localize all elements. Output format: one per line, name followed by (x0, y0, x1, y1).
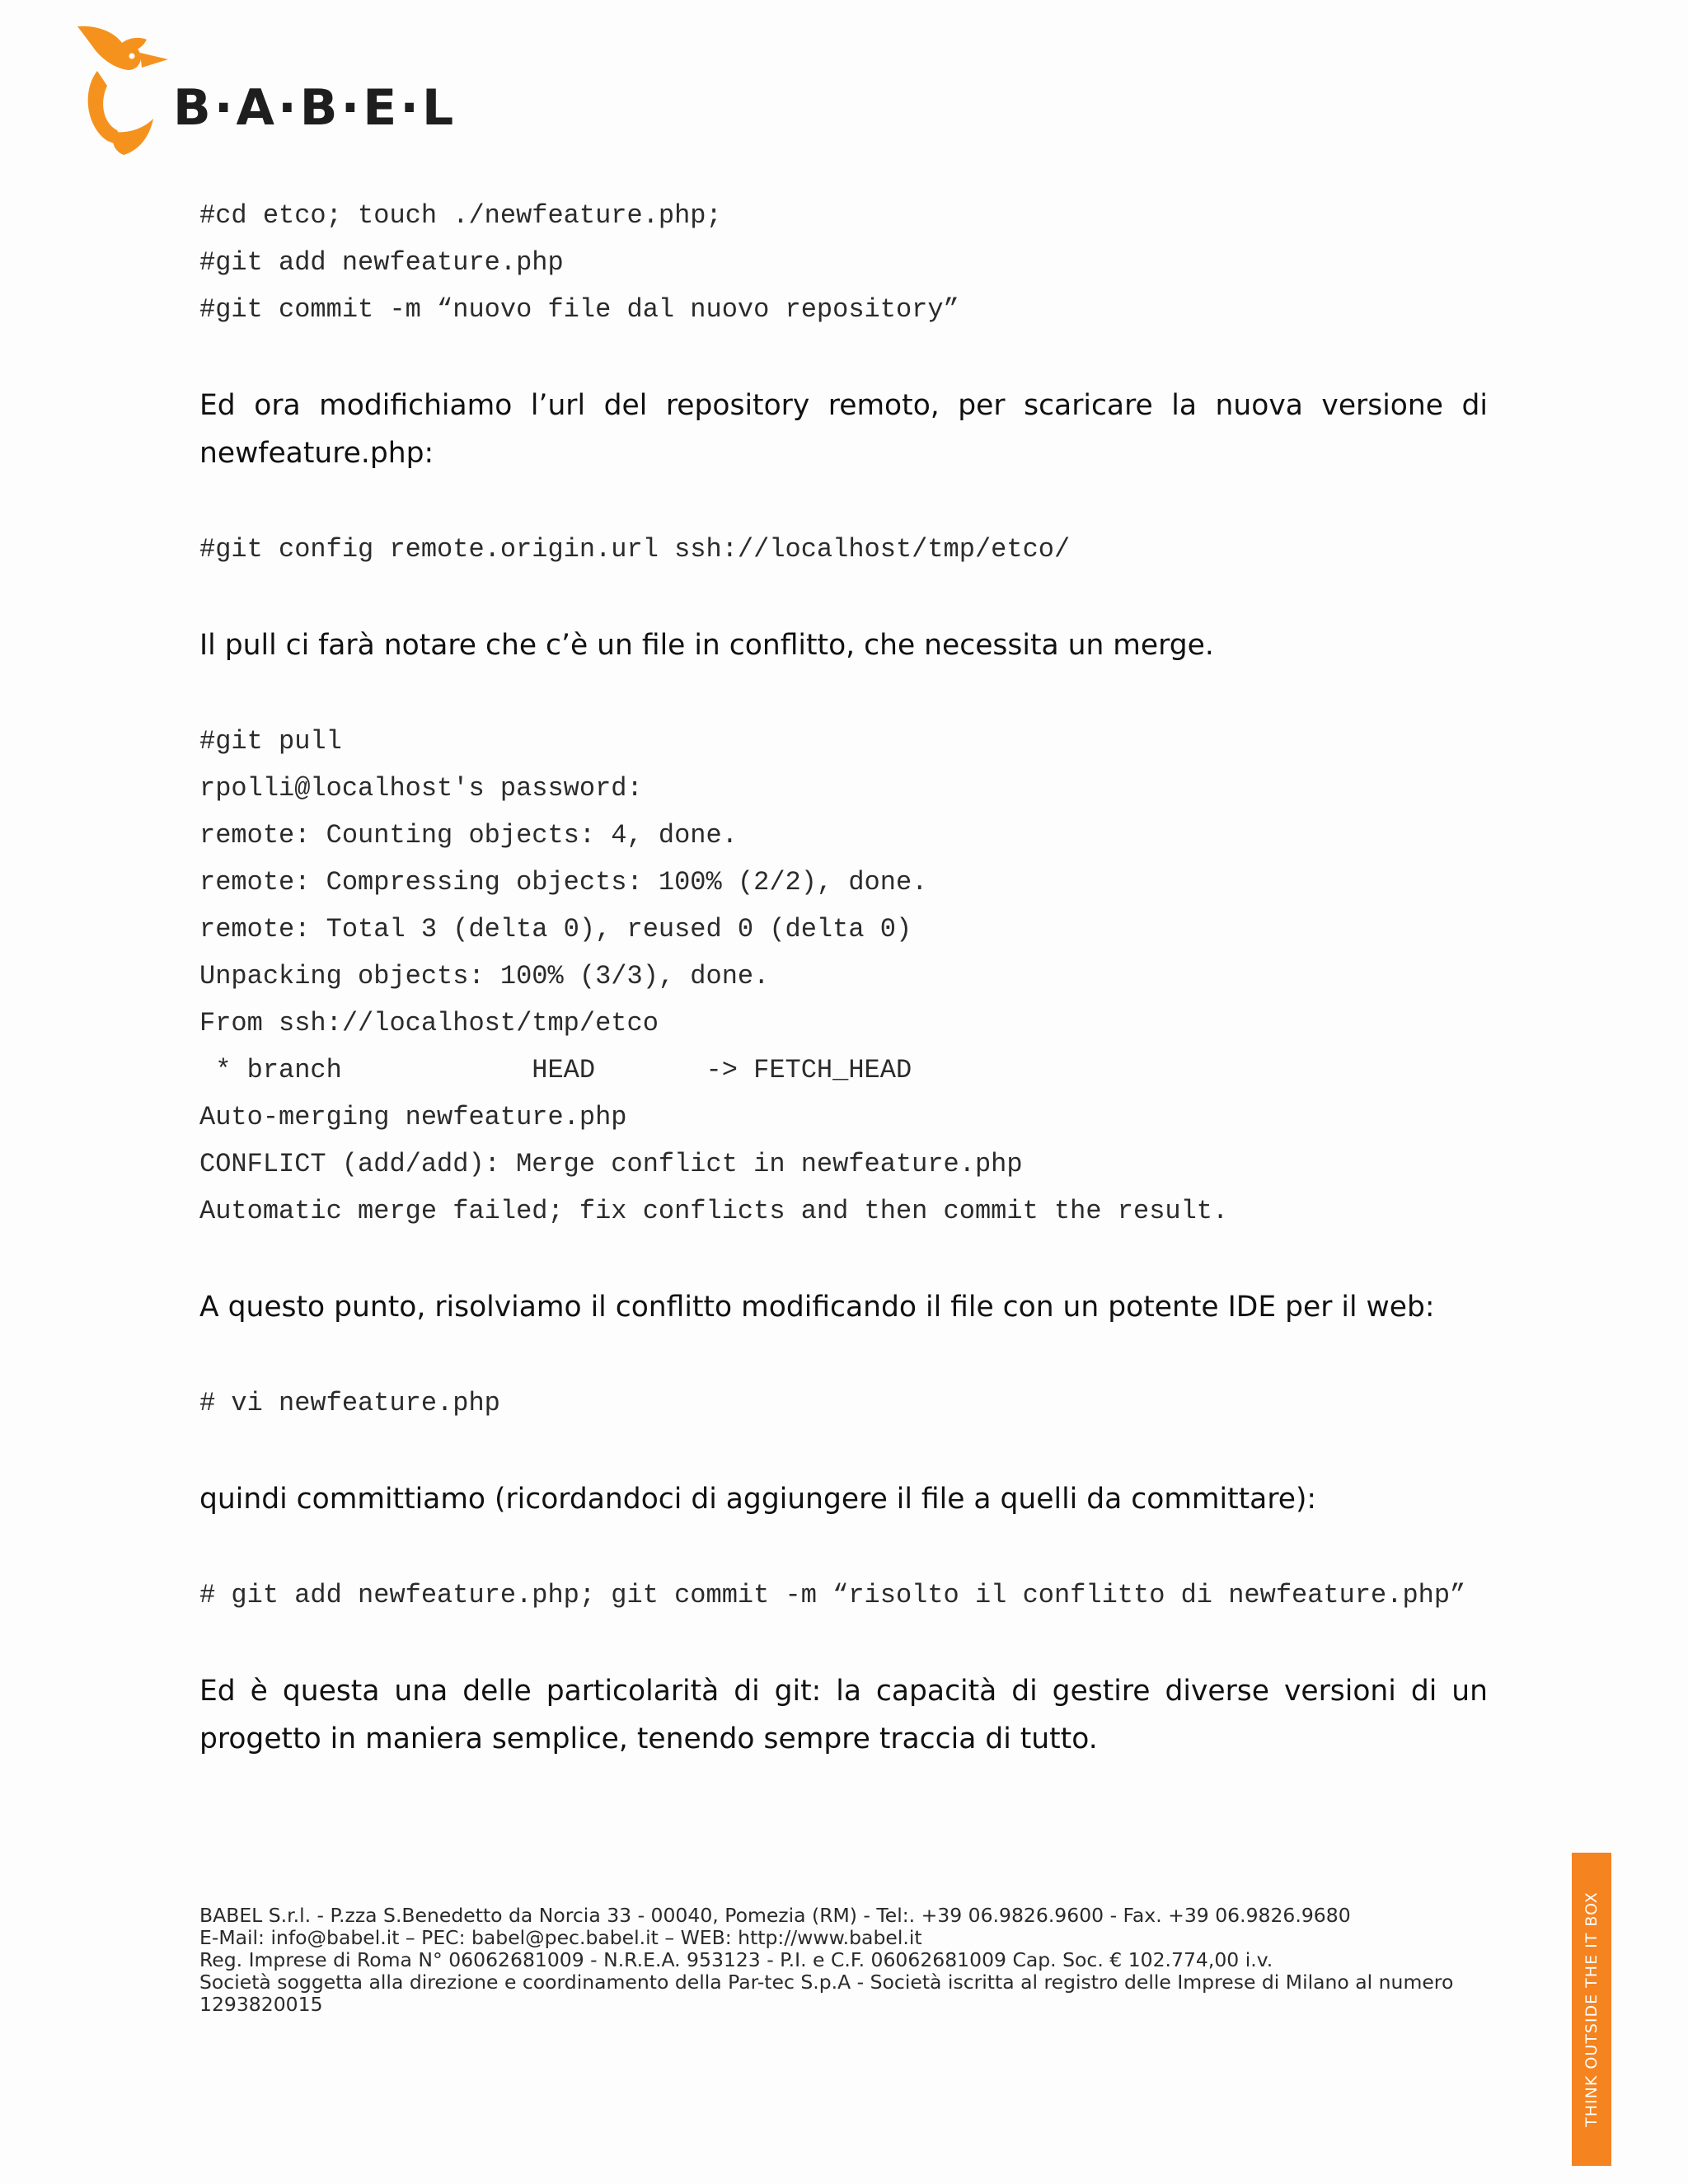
footer-contacts: E-Mail: info@babel.it – PEC: babel@pec.babel.it – WEB: http://www.babel.it (199, 1926, 922, 1949)
code-line: # git add newfeature.php; git commit -m “risolto il conflitto di newfeature.php” (199, 1580, 1466, 1610)
code-line: * branch HEAD -> FETCH_HEAD (199, 1055, 912, 1085)
code-line: #git add newfeature.php (199, 247, 564, 278)
babel-logo (71, 21, 467, 162)
paragraph: Ed è questa una delle particolarità di git: la capacità di gestire diverse versioni di un progetto in maniera semplice, tenendo sempre traccia di tutto. (199, 1675, 1488, 1755)
footer-registry-number: 1293820015 (199, 1993, 323, 2016)
code-line: Auto-merging newfeature.php (199, 1102, 627, 1132)
document-body (199, 192, 1488, 1763)
tagline-bar (1572, 1853, 1611, 2166)
footer-company-info: BABEL S.r.l. - P.zza S.Benedetto da Norcia 33 - 00040, Pomezia (RM) - Tel:. +39 06.9826.9600 - Fax. +39 06.9826.9680 (199, 1904, 1351, 1927)
paragraph: quindi committiamo (ricordandoci di aggiungere il file a quelli da committare): (199, 1483, 1317, 1516)
paragraph: Il pull ci farà notare che c’è un file in conflitto, che necessita un merge. (199, 629, 1214, 662)
code-line: Unpacking objects: 100% (3/3), done. (199, 961, 770, 991)
code-line: #git commit -m “nuovo file dal nuovo repository” (199, 294, 959, 325)
code-line: remote: Total 3 (delta 0), reused 0 (delta 0) (199, 914, 912, 944)
code-block (199, 718, 1488, 1235)
tagline-text: THINK OUTSIDE THE IT BOX (1582, 1891, 1601, 2127)
code-line: CONFLICT (add/add): Merge conflict in newfeature.php (199, 1149, 1023, 1179)
code-line: remote: Compressing objects: 100% (2/2), done. (199, 867, 928, 898)
paragraph: A questo punto, risolviamo il conflitto modificando il file con un potente IDE per il web: (199, 1291, 1435, 1324)
footer-registration: Reg. Imprese di Roma N° 06062681009 - N.R.E.A. 953123 - P.I. e C.F. 06062681009 Cap. Soc. € 102.774,00 i.v. (199, 1948, 1273, 1971)
footer (199, 1905, 1518, 2016)
code-block (199, 192, 1488, 333)
code-line: #cd etco; touch ./newfeature.php; (199, 200, 722, 231)
paragraph: Ed ora modifichiamo l’url del repository remoto, per scaricare la nuova versione di newfeature.php: (199, 389, 1488, 470)
code-line: #git config remote.origin.url ssh://localhost/tmp/etco/ (199, 534, 1071, 565)
code-line: remote: Counting objects: 4, done. (199, 820, 738, 851)
code-line: From ssh://localhost/tmp/etco (199, 1008, 659, 1038)
code-line: Automatic merge failed; fix conflicts and then commit the result. (199, 1196, 1229, 1226)
footer-parent-company: Società soggetta alla direzione e coordinamento della Par-tec S.p.A - Società iscritta al registro delle Imprese di Milano al numero (199, 1971, 1454, 1994)
fish-logo-icon (71, 21, 178, 162)
code-line: rpolli@localhost's password: (199, 773, 643, 804)
code-line: # vi newfeature.php (199, 1388, 500, 1418)
logo-wordmark: B·A·B·E·L (173, 79, 457, 137)
code-line: #git pull (199, 726, 342, 757)
